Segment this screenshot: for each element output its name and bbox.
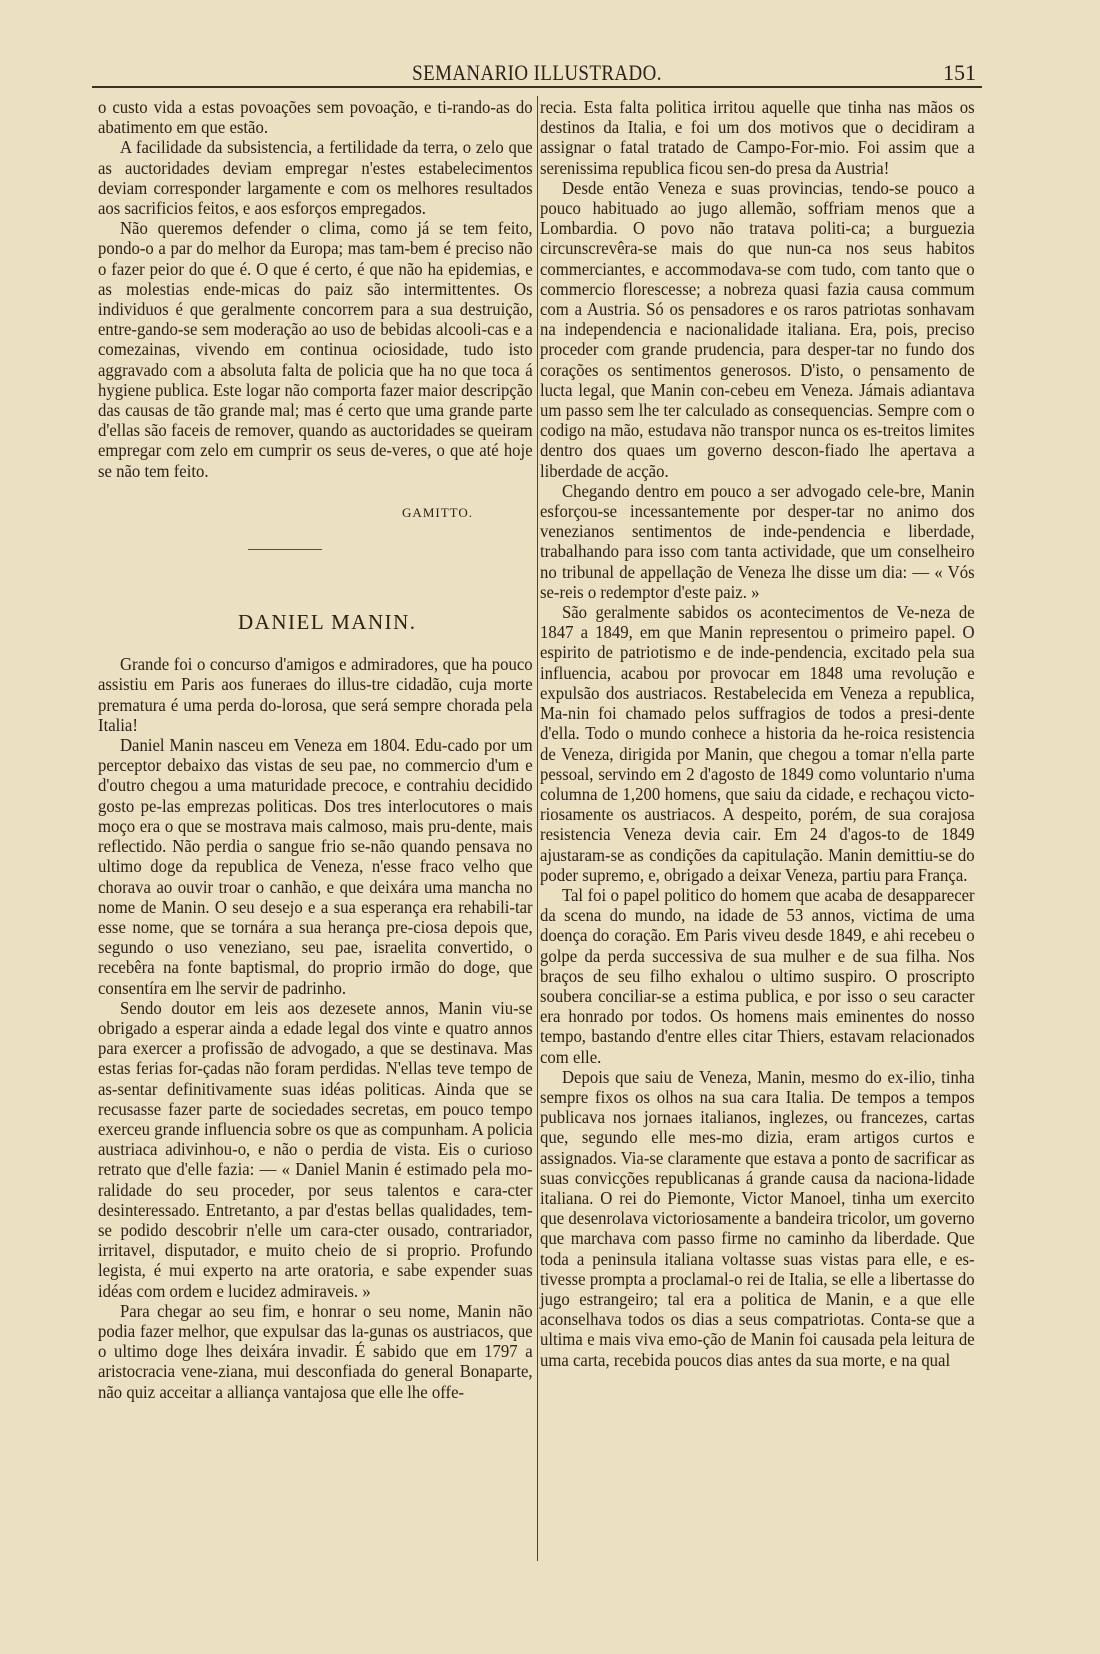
article-paragraph: Sendo doutor em leis aos dezesete annos, Manin viu-se obrigado a esperar ainda a edade legal dos vinte e quatro annos para exercer a profissão de advogado, a que se destinava. Mas estas ferias for-çadas não foram perdidas. N'ellas teve tempo de as-sentar definitivamente suas idéas politicas. Ainda que se recusasse fazer parte de sociedades secretas, em pouco tempo exerceu grande influencia sobre os que as compunham. A policia austriaca adivinhou-o, e não o perdia de vista. Eis o curioso retrato que d'elle fazia: — « Daniel Manin é estimado pela mo-ralidade do seu proceder, por seus talentos e cara-cter desinteressado. Entretanto, a par d'estas bellas qualidades, tem-se podido descobrir n'elle um cara-cter ousado, contrariador, irritavel, disputador, e muito cheio de si proprio. Profundo legista, é mui experto na arte oratoria, e sabe expender suas idéas com ordem e lucidez admiraveis. » xyxy=(98,997,533,1301)
article-paragraph: Desde então Veneza e suas provincias, tendo-se pouco a pouco habituado ao jugo allemão, soffriam menos que a Lombardia. O povo não tratava politi-ca; a burguezia circunscrevêra-se mais do que nun-ca nos seus habitos commerciantes, e accommodava-se com tudo, com tanto que o commercio florescesse; a nobreza quasi fazia causa commum com a Austria. Só os pensadores e os raros patriotas sonhavam na independencia e nacionalidade italiana. Era, pois, preciso proceder com grande prudencia, para desper-tar no fundo dos corações os sentimentos generosos. D'isto, o pensamento de lucta legal, que Manin con-cebeu em Veneza. Jámais adiantava um passo sem lhe ter calculado as consequencias. Sempre com o codigo na mão, estudava não transpor nunca os es-treitos limites dentro dos quaes um governo descon-fiado lhe apertava a liberdade de acção. xyxy=(540,177,975,481)
page-number: 151 xyxy=(943,60,976,85)
article-paragraph: Daniel Manin nasceu em Veneza em 1804. Edu-cado por um perceptor debaixo das vistas de seu pae, no commercio d'um e d'outro chegou a uma maturidade precoce, e contrahiu decidido gosto pe-las emprezas politicas. Dos tres interlocutores o mais moço era o que se mostrava mais calmoso, mais pru-dente, mais reflectido. Não perdia o sangue frio se-não quando pensava no ultimo doge da republica de Veneza, n'esse fraco velho que chorava ao ouvir troar o canhão, e que deixára uma mancha no nome de Manin. O seu desejo e a sua esperança era rehabili-tar esse nome, que se tornára a sua herança pre-ciosa depois que, segundo o uso veneziano, seu pae, israelita convertido, o recebêra na fonte baptismal, do proprio irmão do doge, que consentíra em lhe servir de padrinho. xyxy=(98,735,533,998)
article-paragraph: recia. Esta falta politica irritou aquelle que tinha nas mãos os destinos da Italia, e foi um dos motivos que o decidiram a assignar o fatal tratado de Campo-For-mio. Foi assim que a serenissima republica ficou sen-do presa da Austria! xyxy=(540,97,975,178)
article-paragraph: Depois que saiu de Veneza, Manin, mesmo do ex-ilio, tinha sempre fixos os olhos na sua cara Italia. De tempos a tempos publicava nos jornaes italianos, inglezes, ou francezes, cartas que, segundo elle mes-mo dizia, eram artigos curtos e assignados. Via-se claramente que estava a ponto de sacrificar as suas convicções republicanas á grande causa da naciona-lidade italiana. O rei do Piemonte, Victor Manoel, tinha um exercito que desenrolava victoriosamente a bandeira tricolor, um governo que marchava com passo firme no caminho da liberdade. Que toda a peninsula italiana voltasse suas vistas para elle, e es-tivesse prompta a proclamal-o rei de Italia, se elle a libertasse do jugo estrangeiro; tal era a politica de Manin, e a que elle aconselhava todos os dias a seus compatriotas. Conta-se que a ultima e mais viva emo-ção de Manin foi causada pela leitura de uma carta, recebida poucos dias antes da sua morte, e na qual xyxy=(540,1066,975,1370)
right-column xyxy=(540,97,975,1370)
article-paragraph: Para chegar ao seu fim, e honrar o seu nome, Manin não podia fazer melhor, que expulsar das la-gunas os austriacos, que o ultimo doge lhes deixára invadir. É sabido que em 1797 a aristocracia vene-ziana, mui desconfiada do general Bonaparte, não quiz acceitar a alliança vantajosa que elle lhe offe- xyxy=(98,1300,533,1402)
page-header xyxy=(92,60,982,88)
intro-paragraph: Não queremos defender o clima, como já se tem feito, pondo-o a par do melhor da Europa; mas tam-bem é preciso não o fazer peior do que é. O que é certo, é que não ha epidemias, e as molestias ende-micas do paiz são intermittentes. Os individuos é que geralmente concorrem para a sua destruição, entre-gando-se sem moderação ao uso de bebidas alcooli-cas e a comezainas, vivendo em continua ociosidade, tudo isto aggravado com a absoluta falta de policia que ha no que toca á hygiene publica. Este logar não comporta fazer maior descripção das causas de tão grande mal; mas é certo que uma grande parte d'ellas são faceis de remover, quando as auctoridades se queiram empregar com zelo em cumprir os seus de-veres, o que até hoje se não tem feito. xyxy=(98,218,533,481)
column-divider xyxy=(537,96,538,1561)
section-divider-rule xyxy=(248,549,322,550)
author-signature: GAMITTO. xyxy=(402,504,473,520)
article-paragraph: Chegando dentro em pouco a ser advogado cele-bre, Manin esforçou-se incessantemente por desper-tar no animo dos venezianos sentimentos de inde-pendencia e liberdade, trabalhando para isso com tanta actividade, que um conselheiro no tribunal de appellação de Veneza lhe disse um dia: — « Vós se-reis o redemptor d'este paiz. » xyxy=(540,480,975,602)
publication-title: SEMANARIO ILLUSTRADO. xyxy=(412,60,662,85)
article-paragraph: Grande foi o concurso d'amigos e admiradores, que ha pouco assistiu em Paris aos funeraes do illus-tre cidadão, cuja morte prematura é uma perda do-lorosa, que será sempre chorada pela Italia! xyxy=(98,654,533,735)
left-column xyxy=(98,97,533,1402)
article-title: DANIEL MANIN. xyxy=(238,610,417,635)
article-paragraph: Tal foi o papel politico do homem que acaba de desapparecer da scena do mundo, na idade de 53 annos, victima de uma doença do coração. Em Paris viveu desde 1849, e ahi recebeu o golpe da perda successiva de sua mulher e de sua filha. Nos braços de seu filho exhalou o ultimo suspiro. O proscripto soubera conciliar-se a estima publica, e por isso o seu caracter era honrado por todos. Os homens mais eminentes do nosso tempo, bastando d'entre elles citar Thiers, estavam relacionados com elle. xyxy=(540,884,975,1067)
intro-paragraph: o custo vida a estas povoações sem povoação, e ti-rando-as do abatimento em que estão. xyxy=(98,97,533,138)
intro-paragraph: A facilidade da subsistencia, a fertilidade da terra, o zelo que as auctoridades deviam empregar n'estes estabelecimentos deviam corresponder largamente e com os melhores resultados aos sacrificios feitos, e aos esforços empregados. xyxy=(98,137,533,219)
article-paragraph: São geralmente sabidos os acontecimentos de Ve-neza de 1847 a 1849, em que Manin representou o primeiro papel. O espirito de patriotismo e de inde-pendencia, excitado pela sua influencia, acabou por provocar em 1848 uma revolução e expulsão dos austriacos. Restabelecida em Veneza a republica, Ma-nin foi chamado pelos suffragios de todos a presi-dente d'ella. Todo o mundo conhece a historia da he-roica resistencia de Veneza, dirigida por Manin, que chegou a tomar n'ella parte pessoal, servindo em 2 d'agosto de 1849 como voluntario n'uma columna de 1,200 homens, que saiu da cidade, e rechaçou victo-riosamente os austriacos. A despeito, porém, de sua corajosa resistencia Veneza devia cair. Em 24 d'agos-to de 1849 ajustaram-se as condições da capitulação. Manin demittiu-se do poder supremo, e, obrigado a deixar Veneza, partiu para França. xyxy=(540,602,975,885)
